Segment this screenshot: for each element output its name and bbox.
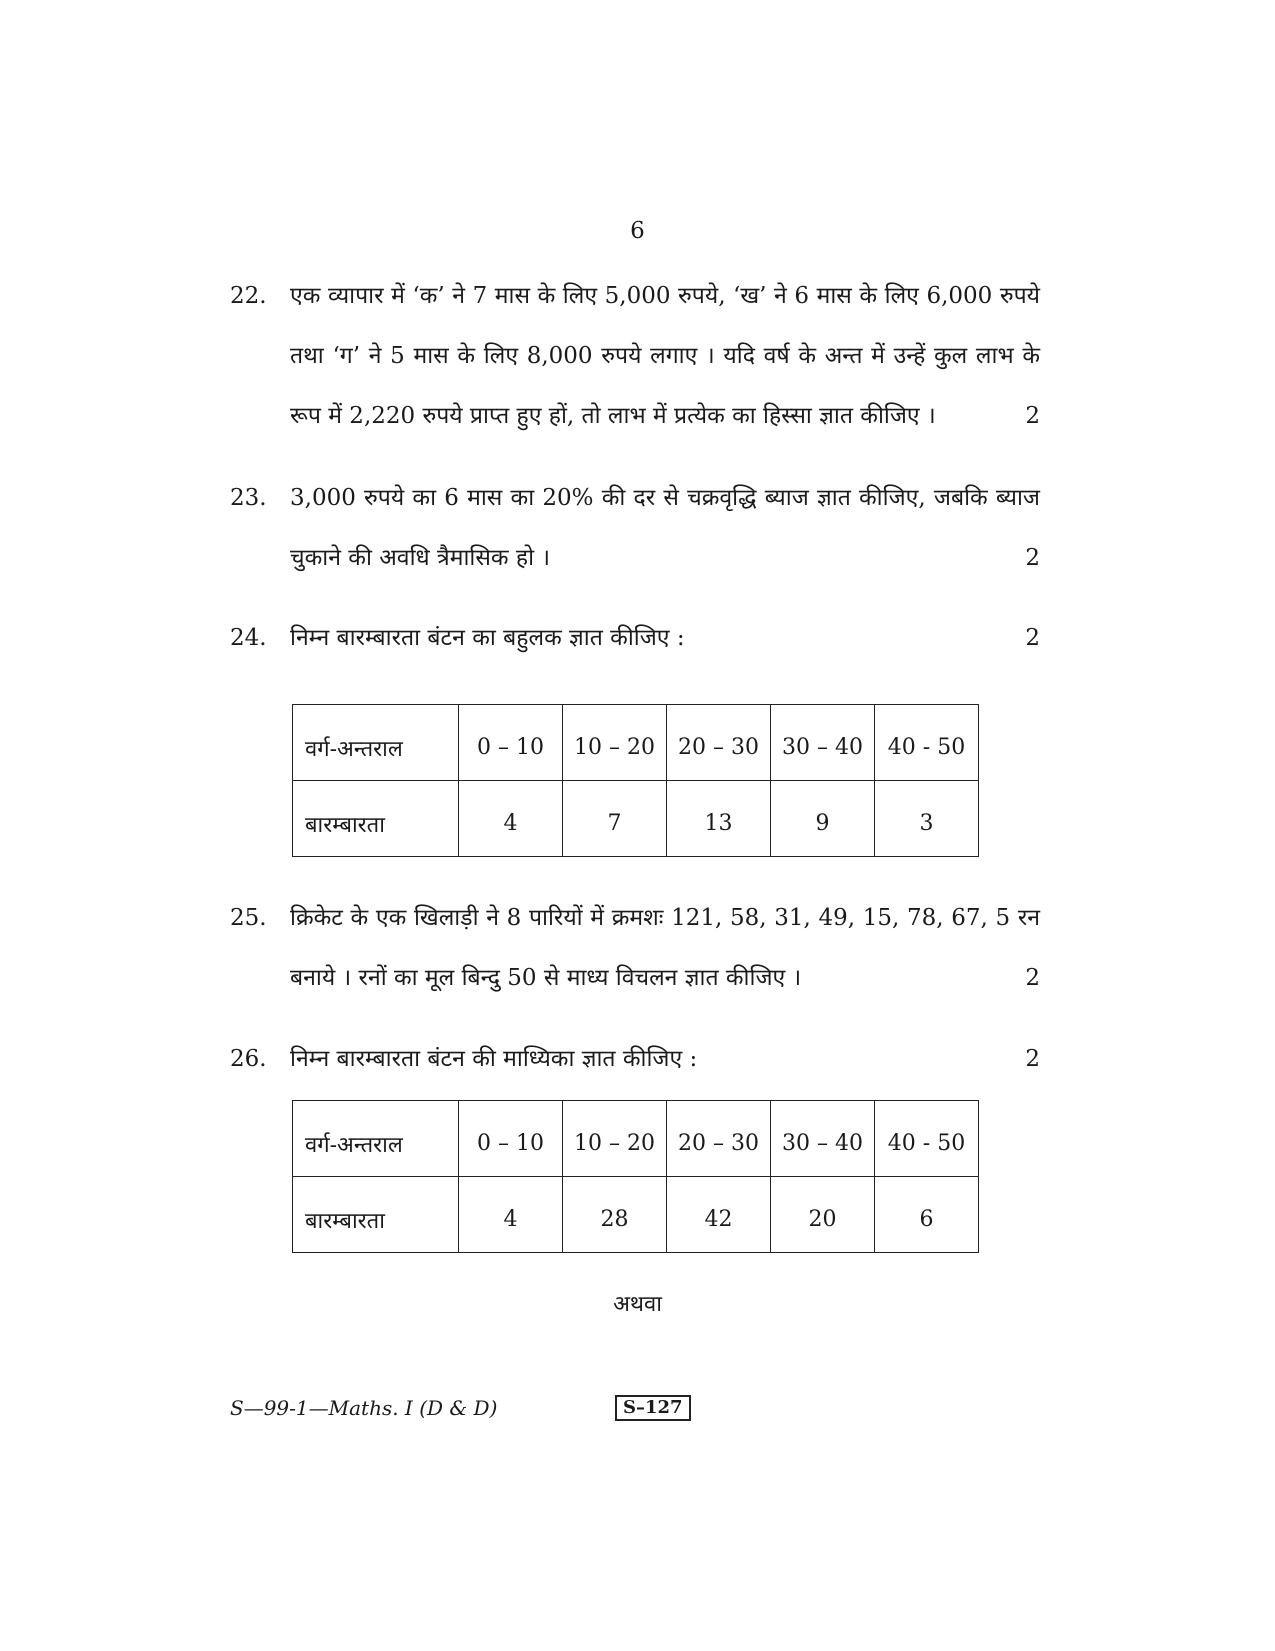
frequency-table-median xyxy=(292,1100,979,1253)
interval-cell: 10 – 20 xyxy=(563,705,667,781)
table-row-label: बारम्बारता xyxy=(293,781,459,857)
question-22 xyxy=(230,276,1040,456)
question-number: 25. xyxy=(230,905,267,931)
question-text-line: 3,000 रुपये का 6 मास का 20% की दर से चक्रवृद्धि ब्याज ज्ञात कीजिए, जबकि ब्याज xyxy=(290,485,1040,511)
frequency-cell: 13 xyxy=(667,781,771,857)
question-number: 24. xyxy=(230,625,267,651)
series-code-badge: S–127 xyxy=(615,1395,691,1421)
interval-cell: 0 – 10 xyxy=(459,705,563,781)
frequency-cell: 4 xyxy=(459,781,563,857)
interval-cell: 10 – 20 xyxy=(563,1101,667,1177)
question-text-line: एक व्यापार में ‘क’ ने 7 मास के लिए 5,000 रुपये, ‘ख’ ने 6 मास के लिए 6,000 रुपये xyxy=(290,283,1040,309)
interval-cell: 0 – 10 xyxy=(459,1101,563,1177)
frequency-cell: 3 xyxy=(875,781,979,857)
question-text-line: निम्न बारम्बारता बंटन की माध्यिका ज्ञात कीजिए : xyxy=(290,1046,698,1072)
question-number: 22. xyxy=(230,283,267,309)
question-marks: 2 xyxy=(1025,403,1040,429)
page-number: 6 xyxy=(630,218,645,244)
frequency-cell: 4 xyxy=(459,1177,563,1253)
question-number: 23. xyxy=(230,485,267,511)
frequency-table-mode xyxy=(292,704,979,857)
question-marks: 2 xyxy=(1025,1046,1040,1072)
interval-cell: 20 – 30 xyxy=(667,705,771,781)
frequency-cell: 9 xyxy=(771,781,875,857)
table-row xyxy=(293,1101,979,1177)
table-row-label: बारम्बारता xyxy=(293,1177,459,1253)
question-marks: 2 xyxy=(1025,965,1040,991)
frequency-cell: 6 xyxy=(875,1177,979,1253)
table-row xyxy=(293,781,979,857)
frequency-cell: 42 xyxy=(667,1177,771,1253)
question-text-line: निम्न बारम्बारता बंटन का बहुलक ज्ञात कीजिए : xyxy=(290,625,685,651)
question-number: 26. xyxy=(230,1046,267,1072)
question-text-line: क्रिकेट के एक खिलाड़ी ने 8 पारियों में क्रमशः 121, 58, 31, 49, 15, 78, 67, 5 रन xyxy=(290,905,1040,931)
paper-code: S—99-1—Maths. I (D & D) xyxy=(230,1396,498,1420)
interval-cell: 40 - 50 xyxy=(875,1101,979,1177)
interval-cell: 40 - 50 xyxy=(875,705,979,781)
or-separator: अथवा xyxy=(613,1292,662,1317)
question-text-line: रूप में 2,220 रुपये प्राप्त हुए हों, तो लाभ में प्रत्येक का हिस्सा ज्ञात कीजिए । xyxy=(290,403,936,429)
frequency-cell: 28 xyxy=(563,1177,667,1253)
table-row-label: वर्ग-अन्तराल xyxy=(293,1101,459,1177)
interval-cell: 20 – 30 xyxy=(667,1101,771,1177)
interval-cell: 30 – 40 xyxy=(771,705,875,781)
question-marks: 2 xyxy=(1025,625,1040,651)
table-row-label: वर्ग-अन्तराल xyxy=(293,705,459,781)
frequency-cell: 7 xyxy=(563,781,667,857)
table-row xyxy=(293,705,979,781)
interval-cell: 30 – 40 xyxy=(771,1101,875,1177)
question-text-line: बनाये । रनों का मूल बिन्दु 50 से माध्य विचलन ज्ञात कीजिए । xyxy=(290,965,802,991)
question-text-line: तथा ‘ग’ ने 5 मास के लिए 8,000 रुपये लगाए । यदि वर्ष के अन्त में उन्हें कुल लाभ के xyxy=(290,343,1040,369)
question-25 xyxy=(230,898,1040,1018)
question-marks: 2 xyxy=(1025,545,1040,571)
question-text-line: चुकाने की अवधि त्रैमासिक हो । xyxy=(290,545,551,571)
question-24 xyxy=(230,618,1040,678)
question-26 xyxy=(230,1039,1040,1099)
table-row xyxy=(293,1177,979,1253)
frequency-cell: 20 xyxy=(771,1177,875,1253)
question-23 xyxy=(230,478,1040,598)
